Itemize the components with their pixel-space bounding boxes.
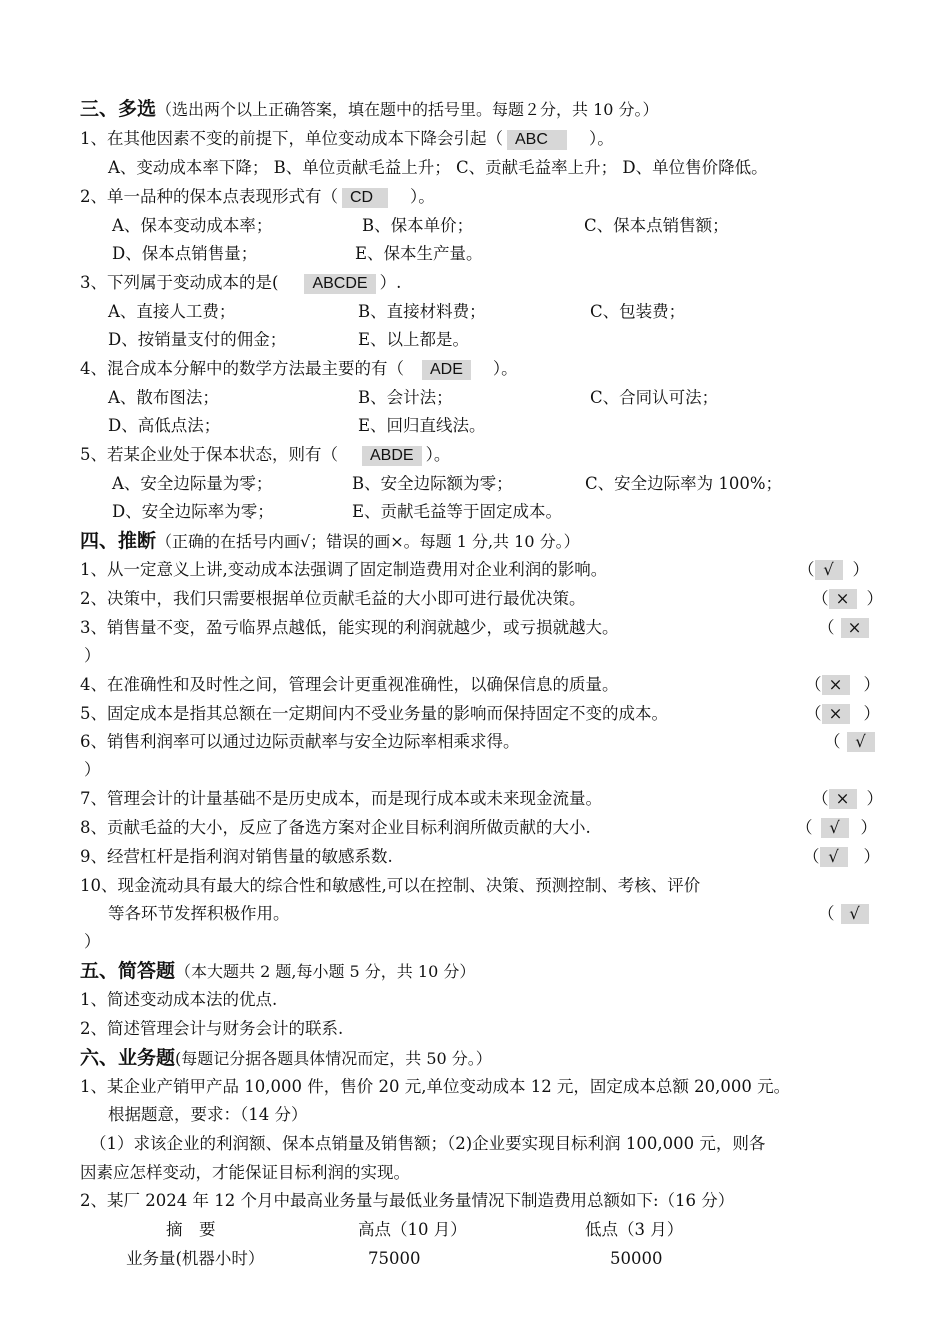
- mark-box: √: [820, 847, 848, 867]
- question-text: 2、单一品种的保本点表现形式有（: [80, 187, 338, 206]
- paren: ）: [863, 704, 880, 723]
- judge-item-3: 3、销售量不变，盈亏临界点越低，能实现的利润就越少，或亏损就越大。: [80, 618, 619, 637]
- option: D、保本点销售量；: [112, 244, 258, 263]
- question-1: [80, 128, 614, 150]
- judge-item-7: 7、管理会计的计量基础不是历史成本，而是现行成本或未来现金流量。: [80, 789, 602, 808]
- table-header: 摘 要: [166, 1220, 216, 1239]
- judge-mark: [805, 674, 880, 696]
- question-3: [80, 272, 401, 294]
- section-3-heading: [80, 98, 659, 121]
- paren: （: [812, 589, 829, 608]
- question-text: 5、若某企业处于保本状态，则有（: [80, 445, 338, 464]
- judge-item-2: 2、决策中，我们只需要根据单位贡献毛益的大小即可进行最优决策。: [80, 589, 586, 608]
- section-note: (每题记分据各题具体情况而定，共 50 分。）: [175, 1049, 492, 1068]
- section-4-heading: [80, 530, 580, 553]
- section-note: （正确的在括号内画√；错误的画×。每题 1 分,共 10 分。）: [156, 532, 580, 551]
- table-cell: 75000: [368, 1249, 421, 1268]
- question-text: 4、混合成本分解中的数学方法最主要的有（: [80, 359, 404, 378]
- problem-1-line-1: 1、某企业产销甲产品 10,000 件，售价 20 元,单位变动成本 12 元，固定成本总额 20,000 元。: [80, 1077, 791, 1096]
- judge-item-9: 9、经营杠杆是指利润对销售量的敏感系数.: [80, 847, 393, 866]
- judge-item-5: 5、固定成本是指其总额在一定期间内不受业务量的影响而保持固定不变的成本。: [80, 704, 668, 723]
- mark-box: ×: [841, 618, 869, 638]
- option: A、散布图法；: [108, 388, 219, 407]
- mark-box: √: [841, 904, 869, 924]
- option: B、保本单价；: [362, 216, 474, 235]
- paren: ）: [863, 675, 880, 694]
- question-text: 3、下列属于变动成本的是(: [80, 273, 279, 292]
- judge-item-10-cont: 等各环节发挥积极作用。: [108, 904, 290, 923]
- option: B、直接材料费；: [358, 302, 486, 321]
- question-2: [80, 186, 435, 208]
- mark-box: ×: [829, 589, 857, 609]
- short-answer-item: 1、简述变动成本法的优点.: [80, 990, 278, 1009]
- option: C、保本点销售额；: [584, 216, 729, 235]
- table-cell: 50000: [610, 1249, 663, 1268]
- question-end: ）。: [589, 129, 614, 148]
- option: E、回归直线法。: [358, 416, 486, 435]
- answer-box: ADE: [422, 360, 471, 380]
- paren: （: [805, 675, 822, 694]
- paren: ）: [866, 589, 883, 608]
- judge-item-1: 1、从一定意义上讲,变动成本法强调了固定制造费用对企业利润的影响。: [80, 560, 608, 579]
- answer-box: ABDE: [362, 446, 422, 466]
- judge-mark: [818, 903, 869, 925]
- option: D、安全边际率为零；: [112, 502, 274, 521]
- problem-1-line-2: 根据题意，要求：（14 分）: [108, 1105, 308, 1124]
- question-text: 1、在其他因素不变的前提下，单位变动成本下降会引起（: [80, 129, 503, 148]
- option: D、按销量支付的佣金；: [108, 330, 287, 349]
- problem-1-line-3: （1）求该企业的利润额、保本点销量及销售额；（2)企业要实现目标利润 100,000 元，则各: [90, 1134, 766, 1153]
- judge-item-10: 10、现金流动具有最大的综合性和敏感性,可以在控制、决策、预测控制、考核、评价: [80, 876, 701, 895]
- section-note: （选出两个以上正确答案，填在题中的括号里。每题２分，共 10 分。）: [156, 100, 659, 119]
- table-header: 高点（10 月）: [358, 1220, 467, 1239]
- option: E、保本生产量。: [355, 244, 483, 263]
- option: C、合同认可法；: [590, 388, 719, 407]
- judge-mark: [812, 588, 883, 610]
- paren: （: [796, 818, 813, 837]
- paren: （: [805, 704, 822, 723]
- option: A、安全边际量为零；: [112, 474, 273, 493]
- option: C、包装费；: [590, 302, 686, 321]
- option: A、直接人工费；: [108, 302, 236, 321]
- option: B、安全边际额为零；: [352, 474, 513, 493]
- answer-box: ABCDE: [304, 274, 375, 294]
- judge-mark: [812, 788, 883, 810]
- option: A、保本变动成本率；: [112, 216, 273, 235]
- option: B、会计法；: [358, 388, 453, 407]
- section-title: 五、简答题: [80, 960, 176, 982]
- mark-box: ×: [829, 789, 857, 809]
- paren: ）: [852, 560, 869, 579]
- paren: （: [818, 904, 835, 923]
- judge-item-4: 4、在准确性和及时性之间，管理会计更重视准确性，以确保信息的质量。: [80, 675, 619, 694]
- option: C、安全边际率为 100%；: [585, 474, 783, 493]
- option: D、高低点法；: [108, 416, 221, 435]
- section-title: 四、推断: [80, 530, 157, 552]
- mark-box: √: [815, 560, 843, 580]
- section-5-heading: [80, 960, 475, 983]
- question-end: ）.: [379, 273, 402, 292]
- question-end: ）。: [410, 187, 435, 206]
- mark-box: ×: [822, 675, 850, 695]
- question-end: ）。: [492, 359, 518, 378]
- option: E、贡献毛益等于固定成本。: [352, 502, 563, 521]
- mark-box: √: [821, 818, 849, 838]
- paren-wrap: ）: [84, 760, 101, 779]
- option: E、以上都是。: [358, 330, 470, 349]
- judge-mark: [803, 846, 880, 868]
- judge-mark: [796, 817, 877, 839]
- section-note: （本大题共 2 题,每小题 5 分，共 10 分）: [175, 962, 476, 981]
- paren: （: [798, 560, 815, 579]
- table-cell: 业务量(机器小时）: [126, 1249, 265, 1268]
- section-title: 三、多选: [80, 98, 157, 120]
- judge-mark: [818, 617, 869, 639]
- section-6-heading: [80, 1047, 492, 1070]
- short-answer-item: 2、简述管理会计与财务会计的联系.: [80, 1019, 344, 1038]
- paren: ）: [860, 818, 877, 837]
- answer-box: CD: [342, 188, 388, 208]
- paren-wrap: ）: [84, 932, 101, 951]
- judge-item-6: 6、销售利润率可以通过边际贡献率与安全边际率相乘求得。: [80, 732, 520, 751]
- problem-1-line-4: 因素应怎样变动，才能保证目标利润的实现。: [80, 1163, 410, 1182]
- options-line: A、变动成本率下降； B、单位贡献毛益上升； C、贡献毛益率上升； D、单位售价降低。: [108, 158, 768, 177]
- mark-box: √: [847, 732, 875, 752]
- paren: （: [812, 789, 829, 808]
- problem-2-line-1: 2、某厂 2024 年 12 个月中最高业务量与最低业务量情况下制造费用总额如下:（16 分）: [80, 1191, 735, 1210]
- answer-box: ABC: [507, 130, 567, 150]
- paren-wrap: ）: [84, 646, 101, 665]
- paren: （: [803, 847, 820, 866]
- section-title: 六、业务题: [80, 1047, 176, 1069]
- question-4: [80, 358, 518, 380]
- question-end: ）。: [425, 445, 451, 464]
- paren: （: [824, 732, 841, 751]
- judge-item-8: 8、贡献毛益的大小，反应了备选方案对企业目标利润所做贡献的大小.: [80, 818, 591, 837]
- question-5: [80, 444, 450, 466]
- paren: ）: [863, 847, 880, 866]
- judge-mark: [805, 703, 880, 725]
- paren: ）: [866, 789, 883, 808]
- judge-mark: [824, 731, 875, 753]
- mark-box: ×: [822, 704, 850, 724]
- paren: （: [818, 618, 835, 637]
- judge-mark: [798, 559, 869, 581]
- table-header: 低点（3 月）: [585, 1220, 684, 1239]
